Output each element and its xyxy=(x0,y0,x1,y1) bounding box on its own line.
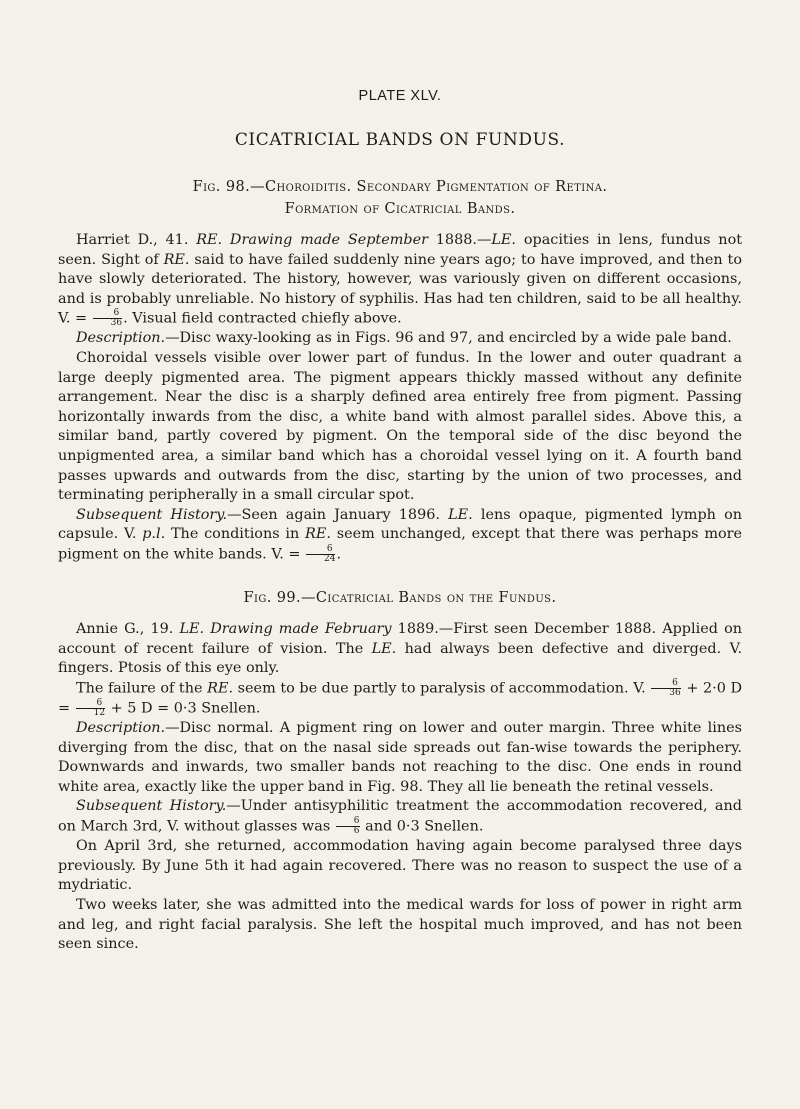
eye-abbrev: LE. xyxy=(371,640,397,657)
fraction-numerator: 6 xyxy=(651,679,680,689)
fig98-subsequent-history xyxy=(58,506,742,565)
fraction-denominator: 36 xyxy=(110,318,123,329)
fraction-denominator: 36 xyxy=(669,687,681,698)
drawing-year: 1888.— xyxy=(435,232,492,248)
subsequent-text: —Under antisyphilitic treatment the accommodation recovered, and on March 3rd, V. without glasses was xyxy=(58,798,742,835)
subsequent-text: and 0·3 Snellen. xyxy=(365,818,484,835)
fraction-denominator: 24 xyxy=(324,554,336,564)
drawing-note: LE. Drawing made February xyxy=(179,621,392,638)
fraction xyxy=(76,699,105,718)
fraction-numerator: 6 xyxy=(306,545,335,555)
fig98-paragraph: Choroidal vessels visible over lower part of fundus. In the lower and outer quadrant a large deeply pigmented area. The pigment appears thickly massed without any definite arrangement. Near the disc is a sharply defined area entirely free from pigment. Passing horizontally inwards from the disc, a white band with almost parallel sides. Above this, a similar band, partly covered by pigment. On the temporal side of the disc beyond the unpigmented area, a similar band which has a choroidal vessel lying on it. A fourth band passes upwards and outwards from the disc, starting by the union of two processes, and terminating peripherally in a small circular spot. xyxy=(58,350,742,504)
eye-abbrev: RE. xyxy=(305,526,331,543)
history-text: opacities in lens, fundus not seen. Sight of xyxy=(58,232,743,268)
eye-abbrev: RE. xyxy=(207,680,234,697)
perception-abbrev: p.l. xyxy=(142,526,166,543)
history-text: 1889.—First seen December 1888. Applied on account of recent failure of vision. The xyxy=(58,621,743,657)
subsequent-text: —Seen again January 1896. xyxy=(227,506,440,523)
eye-abbrev: RE. xyxy=(163,251,190,268)
fig99-history xyxy=(58,620,742,679)
fraction xyxy=(93,309,122,328)
history-text: had always been defective and diverged. V. fingers. Ptosis of this eye only. xyxy=(58,640,743,677)
subsequent-label: Subsequent History. xyxy=(76,506,228,523)
drawing-note: RE. Drawing made September xyxy=(196,232,428,248)
fraction-denominator: 6 xyxy=(353,826,360,837)
history-text: . Visual field contracted chiefly above. xyxy=(123,310,402,327)
fraction-numerator: 6 xyxy=(336,817,360,827)
subsequent-text: The conditions in xyxy=(170,526,300,543)
fig99-subsequent-history xyxy=(58,797,742,837)
fig98-heading xyxy=(58,176,742,220)
subsequent-text: lens opaque, pigmented lymph on capsule. V. xyxy=(58,506,742,543)
fraction-numerator: 6 xyxy=(93,309,122,319)
paragraph-text: The failure of the xyxy=(76,680,203,697)
fig99-april-paragraph: On April 3rd, she returned, accommodation having again become paralysed three days previously. By June 5th it had again recovered. There was no reason to suspect the use of a mydriatic. xyxy=(58,838,742,894)
description-text: —Disc waxy-looking as in Figs. 96 and 97, and encircled by a wide pale band. xyxy=(165,330,732,347)
punctuation: . xyxy=(336,546,342,563)
patient-name: Annie G., 19. xyxy=(76,621,174,638)
fig99-description xyxy=(58,719,742,797)
fig99-final-paragraph: Two weeks later, she was admitted into the medical wards for loss of power in right arm and leg, and right facial paralysis. She left the hospital much improved, and has not been seen since. xyxy=(58,896,742,953)
fig98-heading-line1: Fig. 98.—Choroiditis. Secondary Pigmentation of Retina. xyxy=(192,179,608,195)
fig98-heading-line2: Formation of Cicatricial Bands. xyxy=(284,201,516,217)
fig98-description xyxy=(58,329,742,349)
page-title: CICATRICIAL BANDS ON FUNDUS. xyxy=(234,130,566,150)
eye-abbrev: LE. xyxy=(491,232,517,248)
plate-label: PLATE XLV. xyxy=(358,88,442,104)
fig99-failure-paragraph xyxy=(58,679,742,719)
description-label: Description. xyxy=(76,330,166,347)
fraction xyxy=(651,679,680,698)
paragraph-text: + 2·0 D = xyxy=(58,680,743,717)
subsequent-text: seem unchanged, except that there was perhaps more pigment on the white bands. V. = xyxy=(58,526,743,563)
description-text: —Disc normal. A pigment ring on lower and outer margin. Three white lines diverging from the disc, that on the nasal side spreads out fan-wise towards the periphery. Downwards and inwards, two smaller bands not reaching to the disc. One ends in round white area, exactly like the upper band in Fig. 98. They all lie beneath the retinal vessels. xyxy=(58,720,742,795)
fig99-heading: Fig. 99.—Cicatricial Bands on the Fundus. xyxy=(243,590,557,607)
description-label: Description. xyxy=(76,720,166,737)
history-text: said to have failed suddenly nine years ago; to have improved, and then to have slowly deteriorated. The history, however, was variously given on different occasions, and is probably unreliable. No history of syphilis. Has had ten children, said to be all healthy. V. = xyxy=(58,251,743,327)
subsequent-label: Subsequent History. xyxy=(76,798,227,815)
paragraph-text: seem to be due partly to paralysis of accommodation. V. xyxy=(237,680,646,697)
fraction xyxy=(306,545,335,564)
fraction xyxy=(336,817,360,836)
fraction-numerator: 6 xyxy=(76,699,105,709)
fraction-denominator: 12 xyxy=(93,707,106,718)
eye-abbrev: LE. xyxy=(448,506,473,523)
fig98-history xyxy=(58,231,742,329)
paragraph-text: + 5 D = 0·3 Snellen. xyxy=(110,700,261,717)
patient-name: Harriet D., 41. xyxy=(76,232,189,248)
